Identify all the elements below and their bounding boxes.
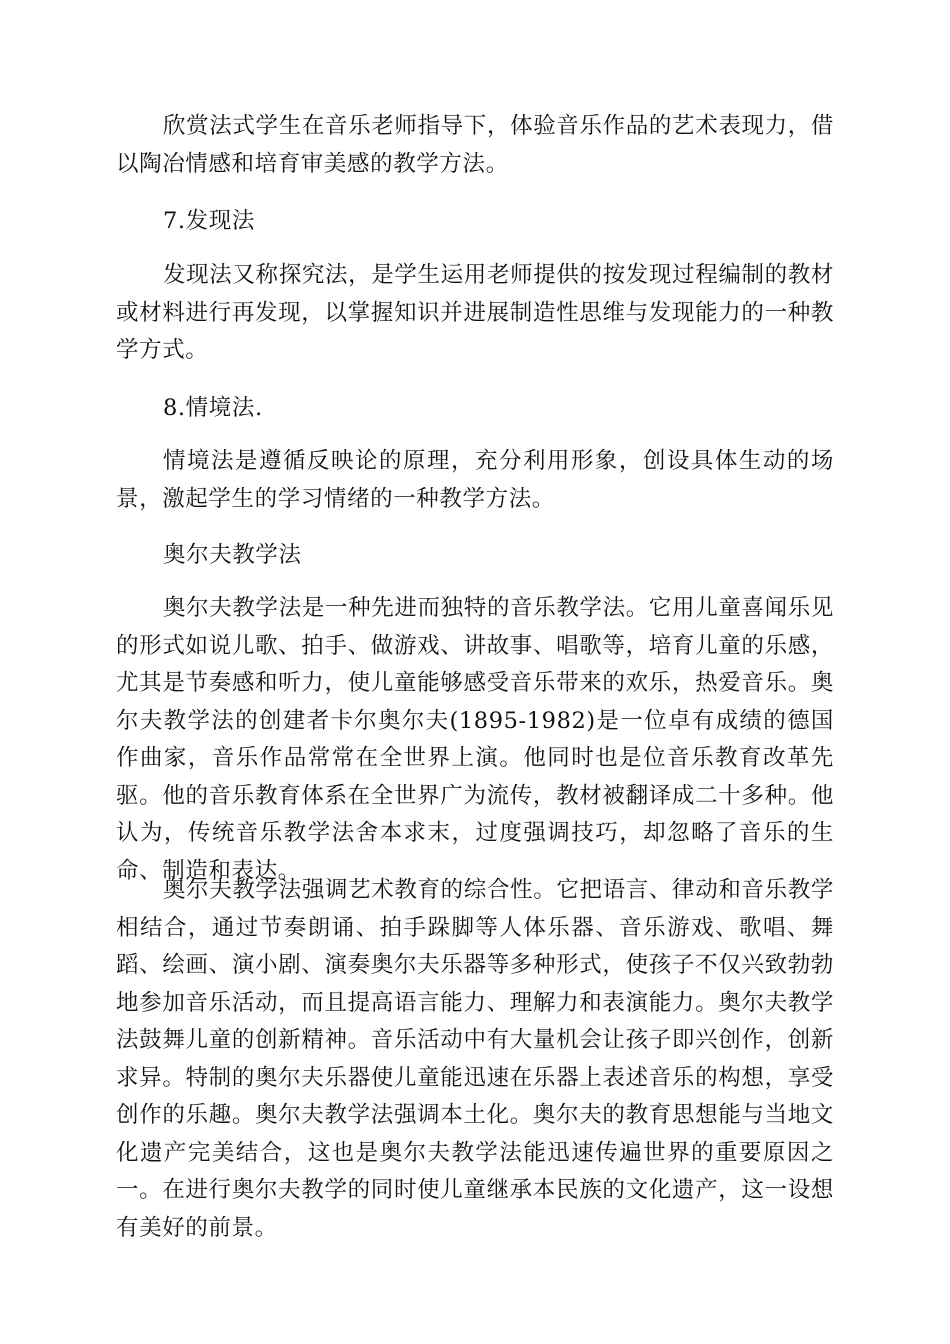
paragraph-situation-method: 情境法是遵循反映论的原理，充分利用形象，创设具体生动的场景，激起学生的学习情绪的一种教学方法。 — [116, 448, 834, 512]
heading-orff-method: 奥尔夫教学法 — [163, 542, 302, 568]
paragraph-appreciation-method: 欣赏法式学生在音乐老师指导下，体验音乐作品的艺术表现力，借以陶冶情感和培育审美感的教学方法。 — [116, 113, 834, 177]
heading-discovery-method: 7.发现法 — [163, 208, 255, 234]
paragraph-orff-intro: 奥尔夫教学法是一种先进而独特的音乐教学法。它用儿童喜闻乐见的形式如说儿歌、拍手、做游戏、讲故事、唱歌等，培育儿童的乐感，尤其是节奏感和听力，使儿童能够感受音乐带来的欢乐，热爱音乐。奥尔夫教学法的创建者卡尔奥尔夫(1895-1982)是一位卓有成绩的德国作曲家，音乐作品常常在全世界上演。他同时也是位音乐教育改革先驱。他的音乐教育体系在全世界广为流传，教材被翻译成二十多种。他认为，传统音乐教学法舍本求末，过度强调技巧，却忽略了音乐的生命、制造和表达。 — [116, 595, 834, 884]
paragraph-discovery-method: 发现法又称探究法，是学生运用老师提供的按发现过程编制的教材或材料进行再发现，以掌握知识并进展制造性思维与发现能力的一种教学方式。 — [116, 262, 834, 363]
paragraph-orff-features: 奥尔夫教学法强调艺术教育的综合性。它把语言、律动和音乐教学相结合，通过节奏朗诵、拍手跺脚等人体乐器、音乐游戏、歌唱、舞蹈、绘画、演小剧、演奏奥尔夫乐器等多种形式，使孩子不仅兴致勃勃地参加音乐活动，而且提高语言能力、理解力和表演能力。奥尔夫教学法鼓舞儿童的创新精神。音乐活动中有大量机会让孩子即兴创作，创新求异。特制的奥尔夫乐器使儿童能迅速在乐器上表述音乐的构想，享受创作的乐趣。奥尔夫教学法强调本土化。奥尔夫的教育思想能与当地文化遗产完美结合，这也是奥尔夫教学法能迅速传遍世界的重要原因之一。在进行奥尔夫教学的同时使儿童继承本民族的文化遗产，这一设想有美好的前景。 — [116, 877, 834, 1241]
heading-situation-method: 8.情境法. — [163, 395, 263, 421]
